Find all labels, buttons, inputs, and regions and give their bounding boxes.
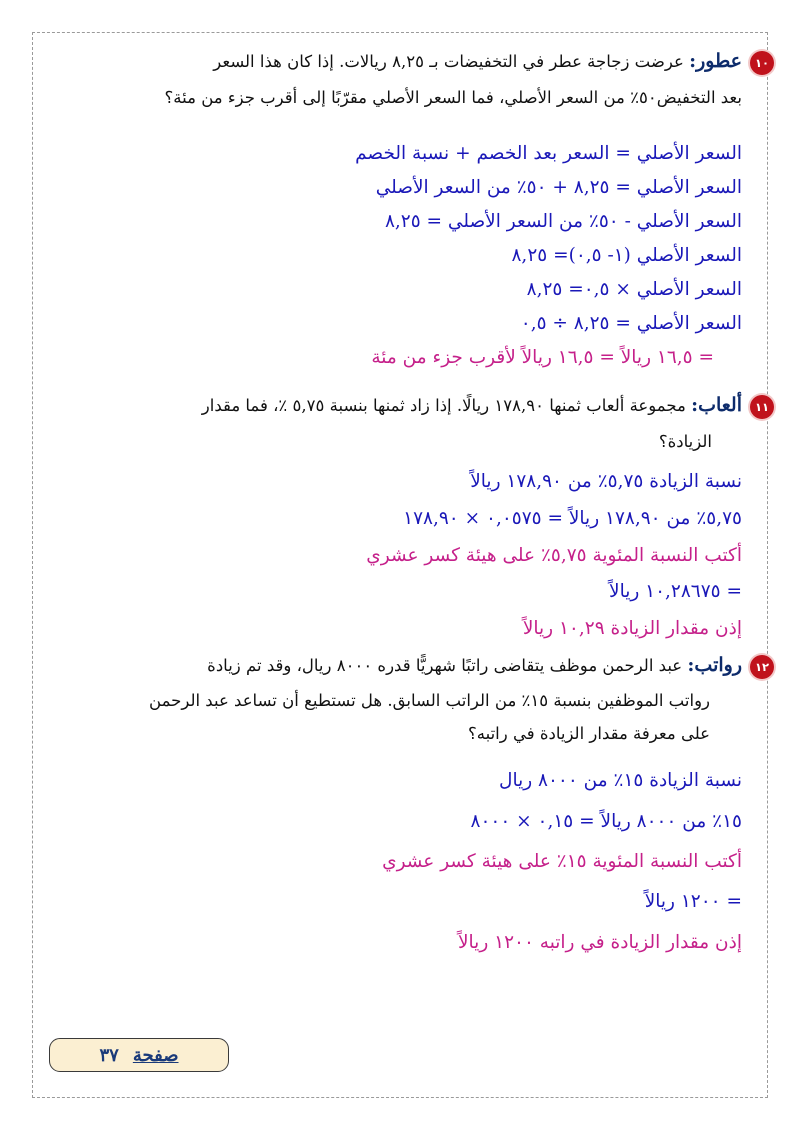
solution-line: نسبة الزيادة ٥,٧٥٪ من ١٧٨,٩٠ ريالاً [470,471,742,492]
solution-line: السعر الأصلي × ٠,٥= ٨,٢٥ [526,279,742,300]
problem-11-question-line-2: الزيادة؟ [658,432,712,451]
solution-line: السعر الأصلي = ٨,٢٥ + ٥٠٪ من السعر الأصلي [375,177,742,198]
page-number: ٣٧ [99,1044,119,1066]
page-number-box [49,1038,229,1072]
solution-line: السعر الأصلي (١- ٠,٥)= ٨,٢٥ [511,245,742,266]
question-text: عبد الرحمن موظف يتقاضى راتبًا شهريًّا قدره ٨٠٠٠ ريال، وقد تم زيادة [207,656,683,675]
solution-line: ٥,٧٥٪ من ١٧٨,٩٠ ريالاً = ٠,٠٥٧٥ × ١٧٨,٩٠ [403,508,742,529]
problem-10-question-line-2: بعد التخفيض٥٠٪ من السعر الأصلي، فما السعر الأصلي مقرّبًا إلى أقرب جزء من مئة؟ [164,88,742,107]
solution-line: السعر الأصلي = ٨,٢٥ ÷ ٠,٥ [520,313,742,334]
solution-line: السعر الأصلي - ٥٠٪ من السعر الأصلي = ٨,٢٥ [384,211,742,232]
problem-title: ألعاب: [691,394,742,416]
solution-line: السعر الأصلي = السعر بعد الخصم + نسبة الخصم [355,143,742,164]
problem-10-question-line-1 [213,50,770,72]
problem-number-badge: ١٠ [750,51,774,75]
problem-title: رواتب: [687,654,742,676]
problem-11-question-line-1 [201,394,770,416]
solution-line: ١٥٪ من ٨٠٠٠ ريالاً = ٠,١٥ × ٨٠٠٠ [470,811,742,832]
note-line: أكتب النسبة المئوية ٥,٧٥٪ على هيئة كسر عشري [366,545,742,566]
solution-line: نسبة الزيادة ١٥٪ من ٨٠٠٠ ريال [499,770,742,791]
problem-number-badge: ١٢ [750,655,774,679]
problem-12-question-line-1 [207,654,770,676]
result-line: = ١٢٠٠ ريالاً [644,891,742,912]
question-text: عرضت زجاجة عطر في التخفيضات بـ ٨,٢٥ ريالات. إذا كان هذا السعر [213,52,684,71]
result-line: = ١٠,٢٨٦٧٥ ريالاً [609,581,742,602]
answer-line: = ١٦,٥ ريالاً = ١٦,٥ ريالاً لأقرب جزء من مئة [371,347,714,368]
problem-number-badge: ١١ [750,395,774,419]
question-text: مجموعة ألعاب ثمنها ١٧٨,٩٠ ريالًا. إذا زاد ثمنها بنسبة ٥,٧٥ ٪، فما مقدار [201,396,686,415]
problem-12-question-line-2: رواتب الموظفين بنسبة ١٥٪ من الراتب السابق. هل تستطيع أن تساعد عبد الرحمن [149,691,710,710]
answer-line: إذن مقدار الزيادة ١٠,٢٩ ريالاً [522,618,742,639]
answer-line: إذن مقدار الزيادة في راتبه ١٢٠٠ ريالاً [457,932,742,953]
page-label: صفحة [132,1044,179,1066]
problem-title: عطور: [689,50,742,72]
note-line: أكتب النسبة المئوية ١٥٪ على هيئة كسر عشري [382,851,742,872]
problem-12-question-line-3: على معرفة مقدار الزيادة في راتبه؟ [467,724,710,743]
